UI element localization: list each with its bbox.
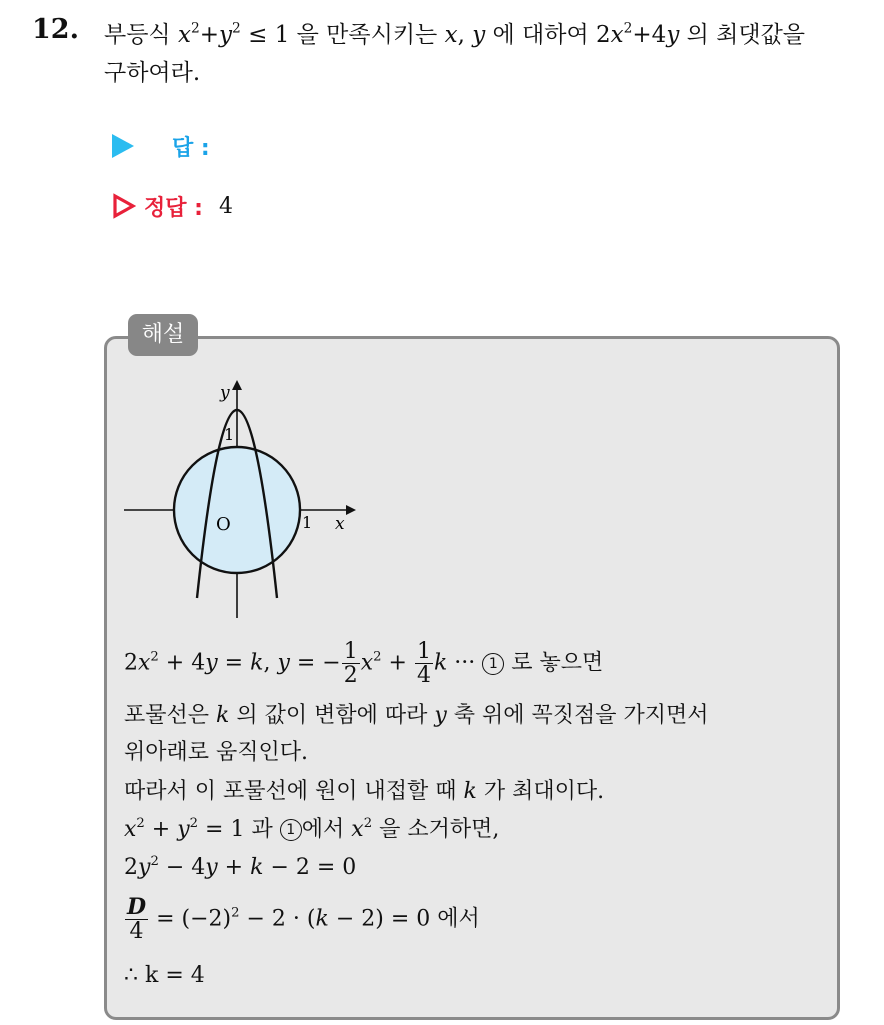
- exp-line-4b: 가 최대이다.: [483, 779, 605, 804]
- explanation-tag: 해설: [128, 314, 198, 356]
- x-axis-arrow-icon: [346, 505, 356, 515]
- exp-line-1: $2x^2 + 4y = k$, y = − $\frac{1}{2}$ $x^2$ + $\frac{1}{4}$ k ··· 1 로 놓으면: [124, 639, 604, 689]
- exp-line-6: $2y^2 - 4y + k - 2 = 0$: [124, 853, 357, 880]
- x-axis-label: x: [335, 514, 345, 534]
- exp-line-7-text: 에서: [437, 906, 480, 932]
- q-word-5: 구하여라.: [104, 60, 201, 86]
- y-axis-label: y: [220, 383, 230, 403]
- exp-line-4: 따라서 이 포물선에 원이 내접할 때 k 가 최대이다.: [124, 779, 605, 804]
- exp-line-2c: 축 위에 꼭짓점을 가지면서: [453, 703, 709, 728]
- q-inequality: $x^2+y^2 \le 1$: [177, 20, 290, 48]
- solution-label: 정답 :: [144, 195, 203, 221]
- y-axis-arrow-icon: [232, 380, 242, 390]
- exp-line-1-text: 로 놓으면: [511, 650, 604, 676]
- exp-line-7: $\frac{D}{4}$ = $(-2)^2 - 2 \cdot (k - 2) = 0$ 에서: [127, 894, 480, 945]
- q-word-2: 을 만족시키는: [296, 22, 438, 48]
- q-vars: x, y: [444, 22, 486, 48]
- exp-line-3: 위아래로 움직인다.: [124, 740, 309, 765]
- q-expression: $2x^2+4y$: [596, 20, 680, 48]
- exp-line-5b: 에서: [301, 817, 345, 842]
- question-number: 12.: [32, 14, 79, 45]
- q-word-3: 에 대하여: [492, 22, 589, 48]
- exp-line-5a: 과: [251, 817, 273, 842]
- solution-value: 4: [218, 193, 233, 219]
- exp-line-2b: 의 값이 변함에 따라: [236, 703, 428, 728]
- q-word-4: 의 최댓값을: [686, 22, 806, 48]
- answer-row: [112, 128, 210, 164]
- exp-line-2a: 포물선은: [124, 703, 210, 728]
- parabola-circle-graph: [120, 372, 360, 622]
- exp-line-5c: 을 소거하면,: [379, 817, 500, 842]
- y-intercept-label: 1: [224, 425, 235, 444]
- origin-label: O: [216, 514, 231, 535]
- x-intercept-label: 1: [302, 513, 313, 532]
- unit-circle: [174, 447, 300, 573]
- solution-row: [112, 188, 233, 224]
- exp-line-5: $x^2 + y^2 = 1$ 과 1 에서 $x^2$ 을 소거하면,: [124, 815, 500, 842]
- exp-line-8: ∴ k = 4: [124, 963, 205, 988]
- outline-triangle-icon: [112, 193, 136, 219]
- question-text: [104, 16, 874, 92]
- answer-label: 답 :: [172, 135, 210, 161]
- exp-line-2: 포물선은 k 의 값이 변함에 따라 y 축 위에 꼭짓점을 가지면서: [124, 703, 709, 728]
- q-word-1: 부등식: [104, 22, 171, 48]
- exp-line-4a: 따라서 이 포물선에 원이 내접할 때: [124, 779, 457, 804]
- play-triangle-icon: [112, 134, 134, 158]
